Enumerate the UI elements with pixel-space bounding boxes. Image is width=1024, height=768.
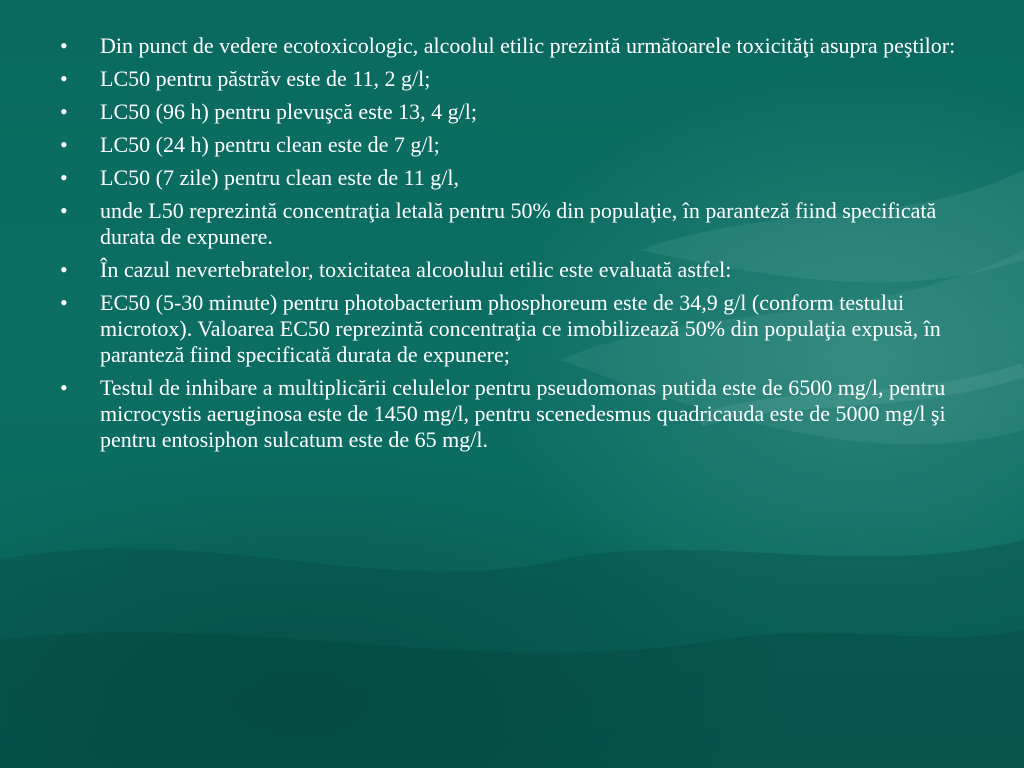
slide-content (58, 33, 968, 460)
bullet-item (58, 99, 968, 125)
bullet-item (58, 257, 968, 283)
bullet-icon: • (60, 33, 68, 58)
bullet-item (58, 290, 968, 368)
bullet-text: unde L50 reprezintă concentraţia letală pentru 50% din populaţie, în paranteză fiind specificată durata de expunere. (100, 198, 937, 249)
bullet-icon: • (60, 257, 68, 282)
bullet-icon: • (60, 198, 68, 223)
bullet-icon: • (60, 375, 68, 400)
bullet-text: LC50 (7 zile) pentru clean este de 11 g/l, (100, 165, 460, 190)
bullet-icon: • (60, 66, 68, 91)
bullet-list (58, 33, 968, 453)
bullet-item (58, 375, 968, 453)
bullet-icon: • (60, 99, 68, 124)
bullet-text: LC50 (24 h) pentru clean este de 7 g/l; (100, 132, 440, 157)
bullet-text: Din punct de vedere ecotoxicologic, alcoolul etilic prezintă următoarele toxicităţi asupra peştilor: (100, 33, 956, 58)
bullet-text: EC50 (5-30 minute) pentru photobacterium phosphoreum este de 34,9 g/l (conform testului microtox). Valoarea EC50 reprezintă concentraţia ce imobilizează 50% din populaţia expusă, în paranteză fiind specificată durata de expunere; (100, 290, 941, 367)
bullet-text: LC50 (96 h) pentru plevuşcă este 13, 4 g/l; (100, 99, 477, 124)
bullet-icon: • (60, 290, 68, 315)
bullet-text: Testul de inhibare a multiplicării celulelor pentru pseudomonas putida este de 6500 mg/l, pentru microcystis aeruginosa este de 1450 mg/l, pentru scenedesmus quadricauda este de 5000 mg/l şi pentru entosiphon sulcatum este de 65 mg/l. (100, 375, 946, 452)
bullet-item (58, 198, 968, 250)
bullet-icon: • (60, 132, 68, 157)
bullet-text: În cazul nevertebratelor, toxicitatea alcoolului etilic este evaluată astfel: (100, 257, 732, 282)
bullet-text: LC50 pentru păstrăv este de 11, 2 g/l; (100, 66, 431, 91)
bullet-item (58, 66, 968, 92)
bullet-item (58, 165, 968, 191)
bullet-icon: • (60, 165, 68, 190)
bullet-item (58, 132, 968, 158)
bullet-item (58, 33, 968, 59)
